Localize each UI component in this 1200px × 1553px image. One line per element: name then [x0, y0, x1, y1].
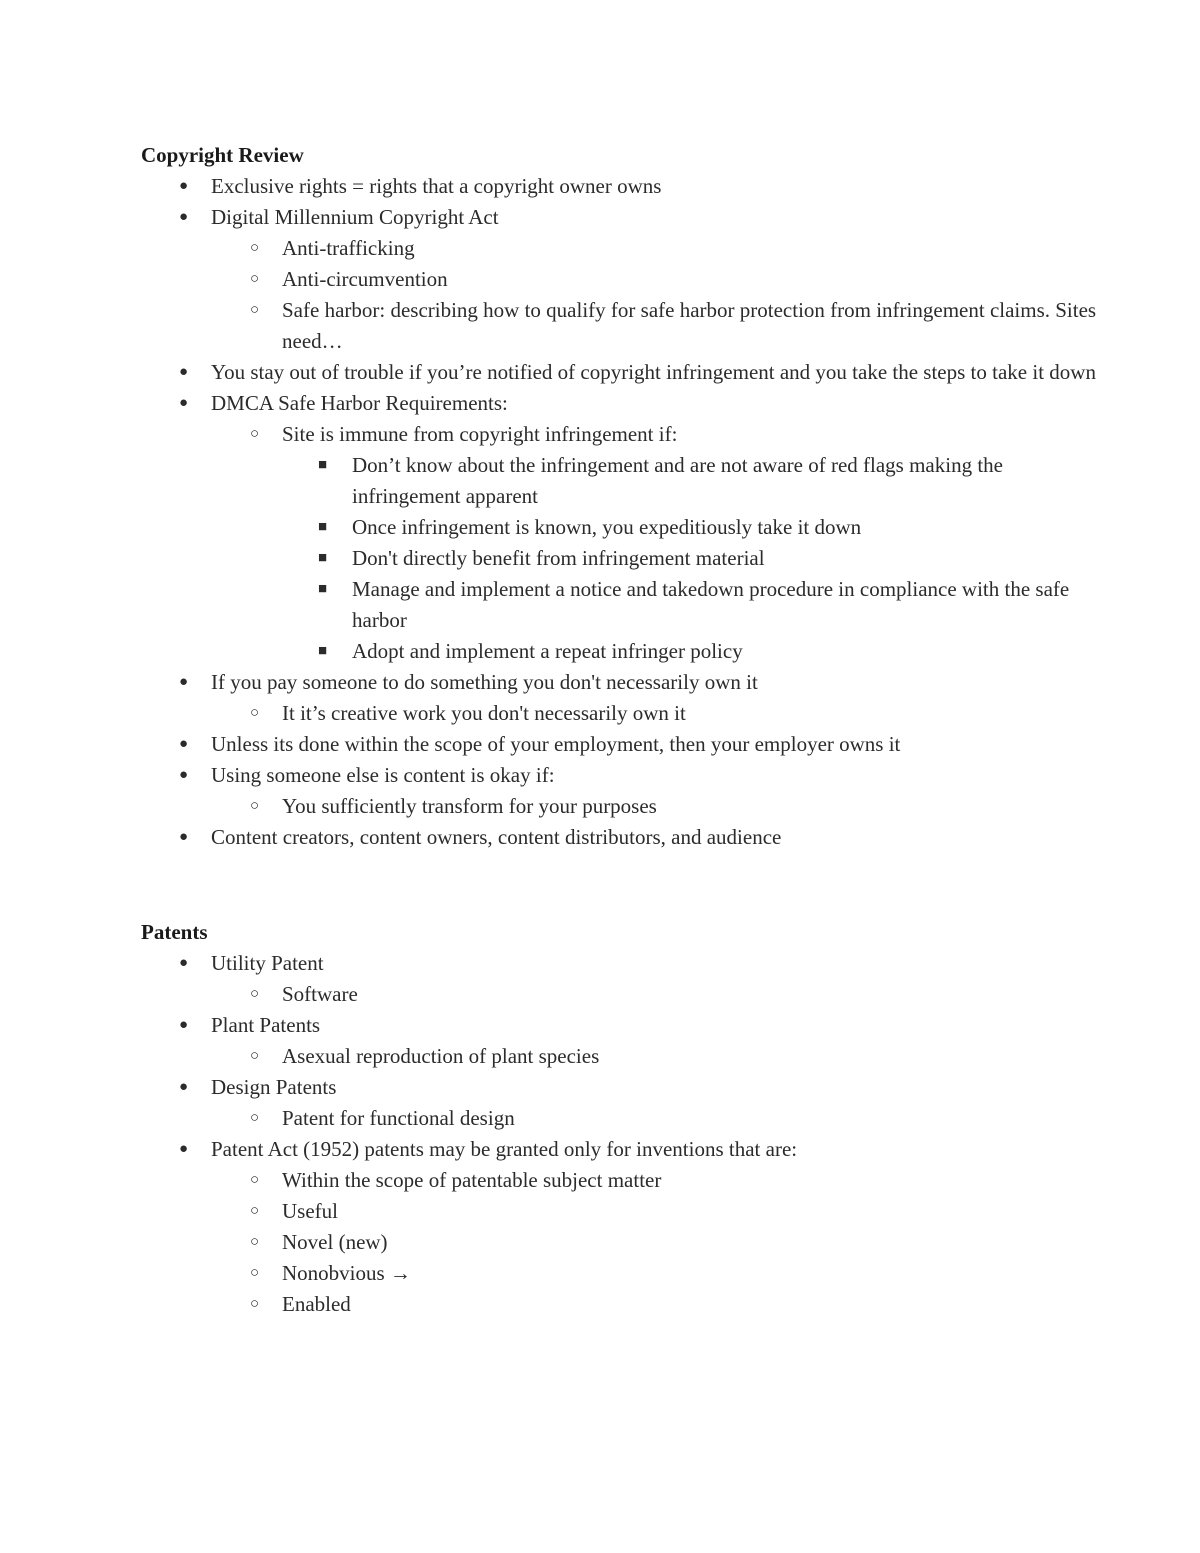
hollow-bullet-icon: ○ [250, 426, 260, 442]
list-item-text: Once infringement is known, you expeditiously take it down [352, 515, 862, 539]
list-item [141, 698, 1101, 729]
list-item-text: If you pay someone to do something you don't necessarily own it [211, 670, 758, 694]
list-item [141, 729, 1101, 760]
list-item-text: Useful [282, 1199, 338, 1223]
list-item [141, 822, 1101, 853]
list-item-text: Digital Millennium Copyright Act [211, 205, 499, 229]
list-item [141, 760, 1101, 791]
list-item-text: Don’t know about the infringement and are not aware of red flags making the infringement apparent [352, 453, 1003, 508]
filled-bullet-icon: ● [179, 767, 189, 783]
list-item [141, 264, 1101, 295]
list-item [141, 388, 1101, 419]
list-item [141, 1010, 1101, 1041]
list-item-text: Exclusive rights = rights that a copyright owner owns [211, 174, 662, 198]
bullet-list-level-2 [141, 419, 1101, 667]
list-item-text: Novel (new) [282, 1230, 388, 1254]
list-item-text: Software [282, 982, 358, 1006]
hollow-bullet-icon: ○ [250, 1172, 260, 1188]
list-item [141, 1289, 1101, 1320]
list-item [141, 1041, 1101, 1072]
hollow-bullet-icon: ○ [250, 798, 260, 814]
filled-bullet-icon: ● [179, 955, 189, 971]
patents-section [141, 917, 1101, 1320]
list-item [141, 1165, 1101, 1196]
bullet-list-level-1 [141, 948, 1101, 1320]
list-item-text: Site is immune from copyright infringement if: [282, 422, 678, 446]
list-item-text: It it’s creative work you don't necessarily own it [282, 701, 686, 725]
bullet-list-level-2 [141, 1103, 1101, 1134]
list-item-text: Don't directly benefit from infringement material [352, 546, 765, 570]
list-item [141, 1196, 1101, 1227]
copyright-list [141, 171, 1101, 853]
list-item-text: Content creators, content owners, content distributors, and audience [211, 825, 782, 849]
list-item-text: You sufficiently transform for your purposes [282, 794, 657, 818]
list-item [141, 295, 1101, 357]
bullet-list-level-2 [141, 233, 1101, 357]
list-item-text: Adopt and implement a repeat infringer policy [352, 639, 743, 663]
list-item [141, 948, 1101, 979]
list-item-text: Utility Patent [211, 951, 324, 975]
filled-bullet-icon: ● [179, 364, 189, 380]
list-item [141, 202, 1101, 233]
list-item-text: Asexual reproduction of plant species [282, 1044, 600, 1068]
filled-bullet-icon: ● [179, 736, 189, 752]
patents-list [141, 948, 1101, 1320]
list-item [141, 667, 1101, 698]
hollow-bullet-icon: ○ [250, 1048, 260, 1064]
section-heading-patents: Patents [141, 920, 208, 944]
bullet-list-level-1 [141, 171, 1101, 853]
filled-bullet-icon: ● [179, 395, 189, 411]
square-bullet-icon: ■ [318, 550, 328, 566]
list-item [141, 512, 1101, 543]
list-item [141, 636, 1101, 667]
list-item [141, 357, 1101, 388]
list-item-text: Using someone else is content is okay if: [211, 763, 555, 787]
list-item-text: Manage and implement a notice and takedown procedure in compliance with the safe harbor [352, 577, 1070, 632]
list-item-text: Patent for functional design [282, 1106, 515, 1130]
filled-bullet-icon: ● [179, 209, 189, 225]
list-item [141, 543, 1101, 574]
list-item-text: Within the scope of patentable subject matter [282, 1168, 662, 1192]
filled-bullet-icon: ● [179, 829, 189, 845]
filled-bullet-icon: ● [179, 674, 189, 690]
bullet-list-level-2 [141, 1041, 1101, 1072]
hollow-bullet-icon: ○ [250, 1265, 260, 1281]
list-item-text: Nonobvious → [282, 1261, 411, 1285]
list-item-text: Unless its done within the scope of your employment, then your employer owns it [211, 732, 901, 756]
hollow-bullet-icon: ○ [250, 1203, 260, 1219]
square-bullet-icon: ■ [318, 457, 328, 473]
hollow-bullet-icon: ○ [250, 705, 260, 721]
list-item [141, 791, 1101, 822]
copyright-review-section [141, 140, 1101, 853]
bullet-list-level-2 [141, 979, 1101, 1010]
list-item-text: Plant Patents [211, 1013, 321, 1037]
list-item [141, 1103, 1101, 1134]
list-item-text: DMCA Safe Harbor Requirements: [211, 391, 508, 415]
list-item [141, 574, 1101, 636]
list-item [141, 171, 1101, 202]
list-item-text: Patent Act (1952) patents may be granted only for inventions that are: [211, 1137, 798, 1161]
list-item-text: You stay out of trouble if you’re notified of copyright infringement and you take the steps to take it down [211, 360, 1096, 384]
hollow-bullet-icon: ○ [250, 302, 260, 318]
bullet-list-level-2 [141, 698, 1101, 729]
hollow-bullet-icon: ○ [250, 1234, 260, 1250]
square-bullet-icon: ■ [318, 519, 328, 535]
hollow-bullet-icon: ○ [250, 1110, 260, 1126]
square-bullet-icon: ■ [318, 581, 328, 597]
section-heading-copyright-review: Copyright Review [141, 143, 304, 167]
list-item [141, 419, 1101, 450]
list-item-text: Design Patents [211, 1075, 337, 1099]
list-item [141, 1227, 1101, 1258]
list-item-text: Safe harbor: describing how to qualify for safe harbor protection from infringement claims. Sites need… [282, 298, 1097, 353]
bullet-list-level-2 [141, 791, 1101, 822]
bullet-list-level-2 [141, 1165, 1101, 1320]
hollow-bullet-icon: ○ [250, 240, 260, 256]
list-item [141, 450, 1101, 512]
hollow-bullet-icon: ○ [250, 271, 260, 287]
list-item-text: Anti-trafficking [282, 236, 415, 260]
list-item [141, 1258, 1101, 1289]
filled-bullet-icon: ● [179, 178, 189, 194]
list-item [141, 979, 1101, 1010]
filled-bullet-icon: ● [179, 1079, 189, 1095]
list-item [141, 1072, 1101, 1103]
list-item-text: Anti-circumvention [282, 267, 448, 291]
list-item [141, 233, 1101, 264]
square-bullet-icon: ■ [318, 643, 328, 659]
list-item-text: Enabled [282, 1292, 351, 1316]
hollow-bullet-icon: ○ [250, 986, 260, 1002]
filled-bullet-icon: ● [179, 1141, 189, 1157]
filled-bullet-icon: ● [179, 1017, 189, 1033]
list-item [141, 1134, 1101, 1165]
bullet-list-level-3 [141, 450, 1101, 667]
hollow-bullet-icon: ○ [250, 1296, 260, 1312]
